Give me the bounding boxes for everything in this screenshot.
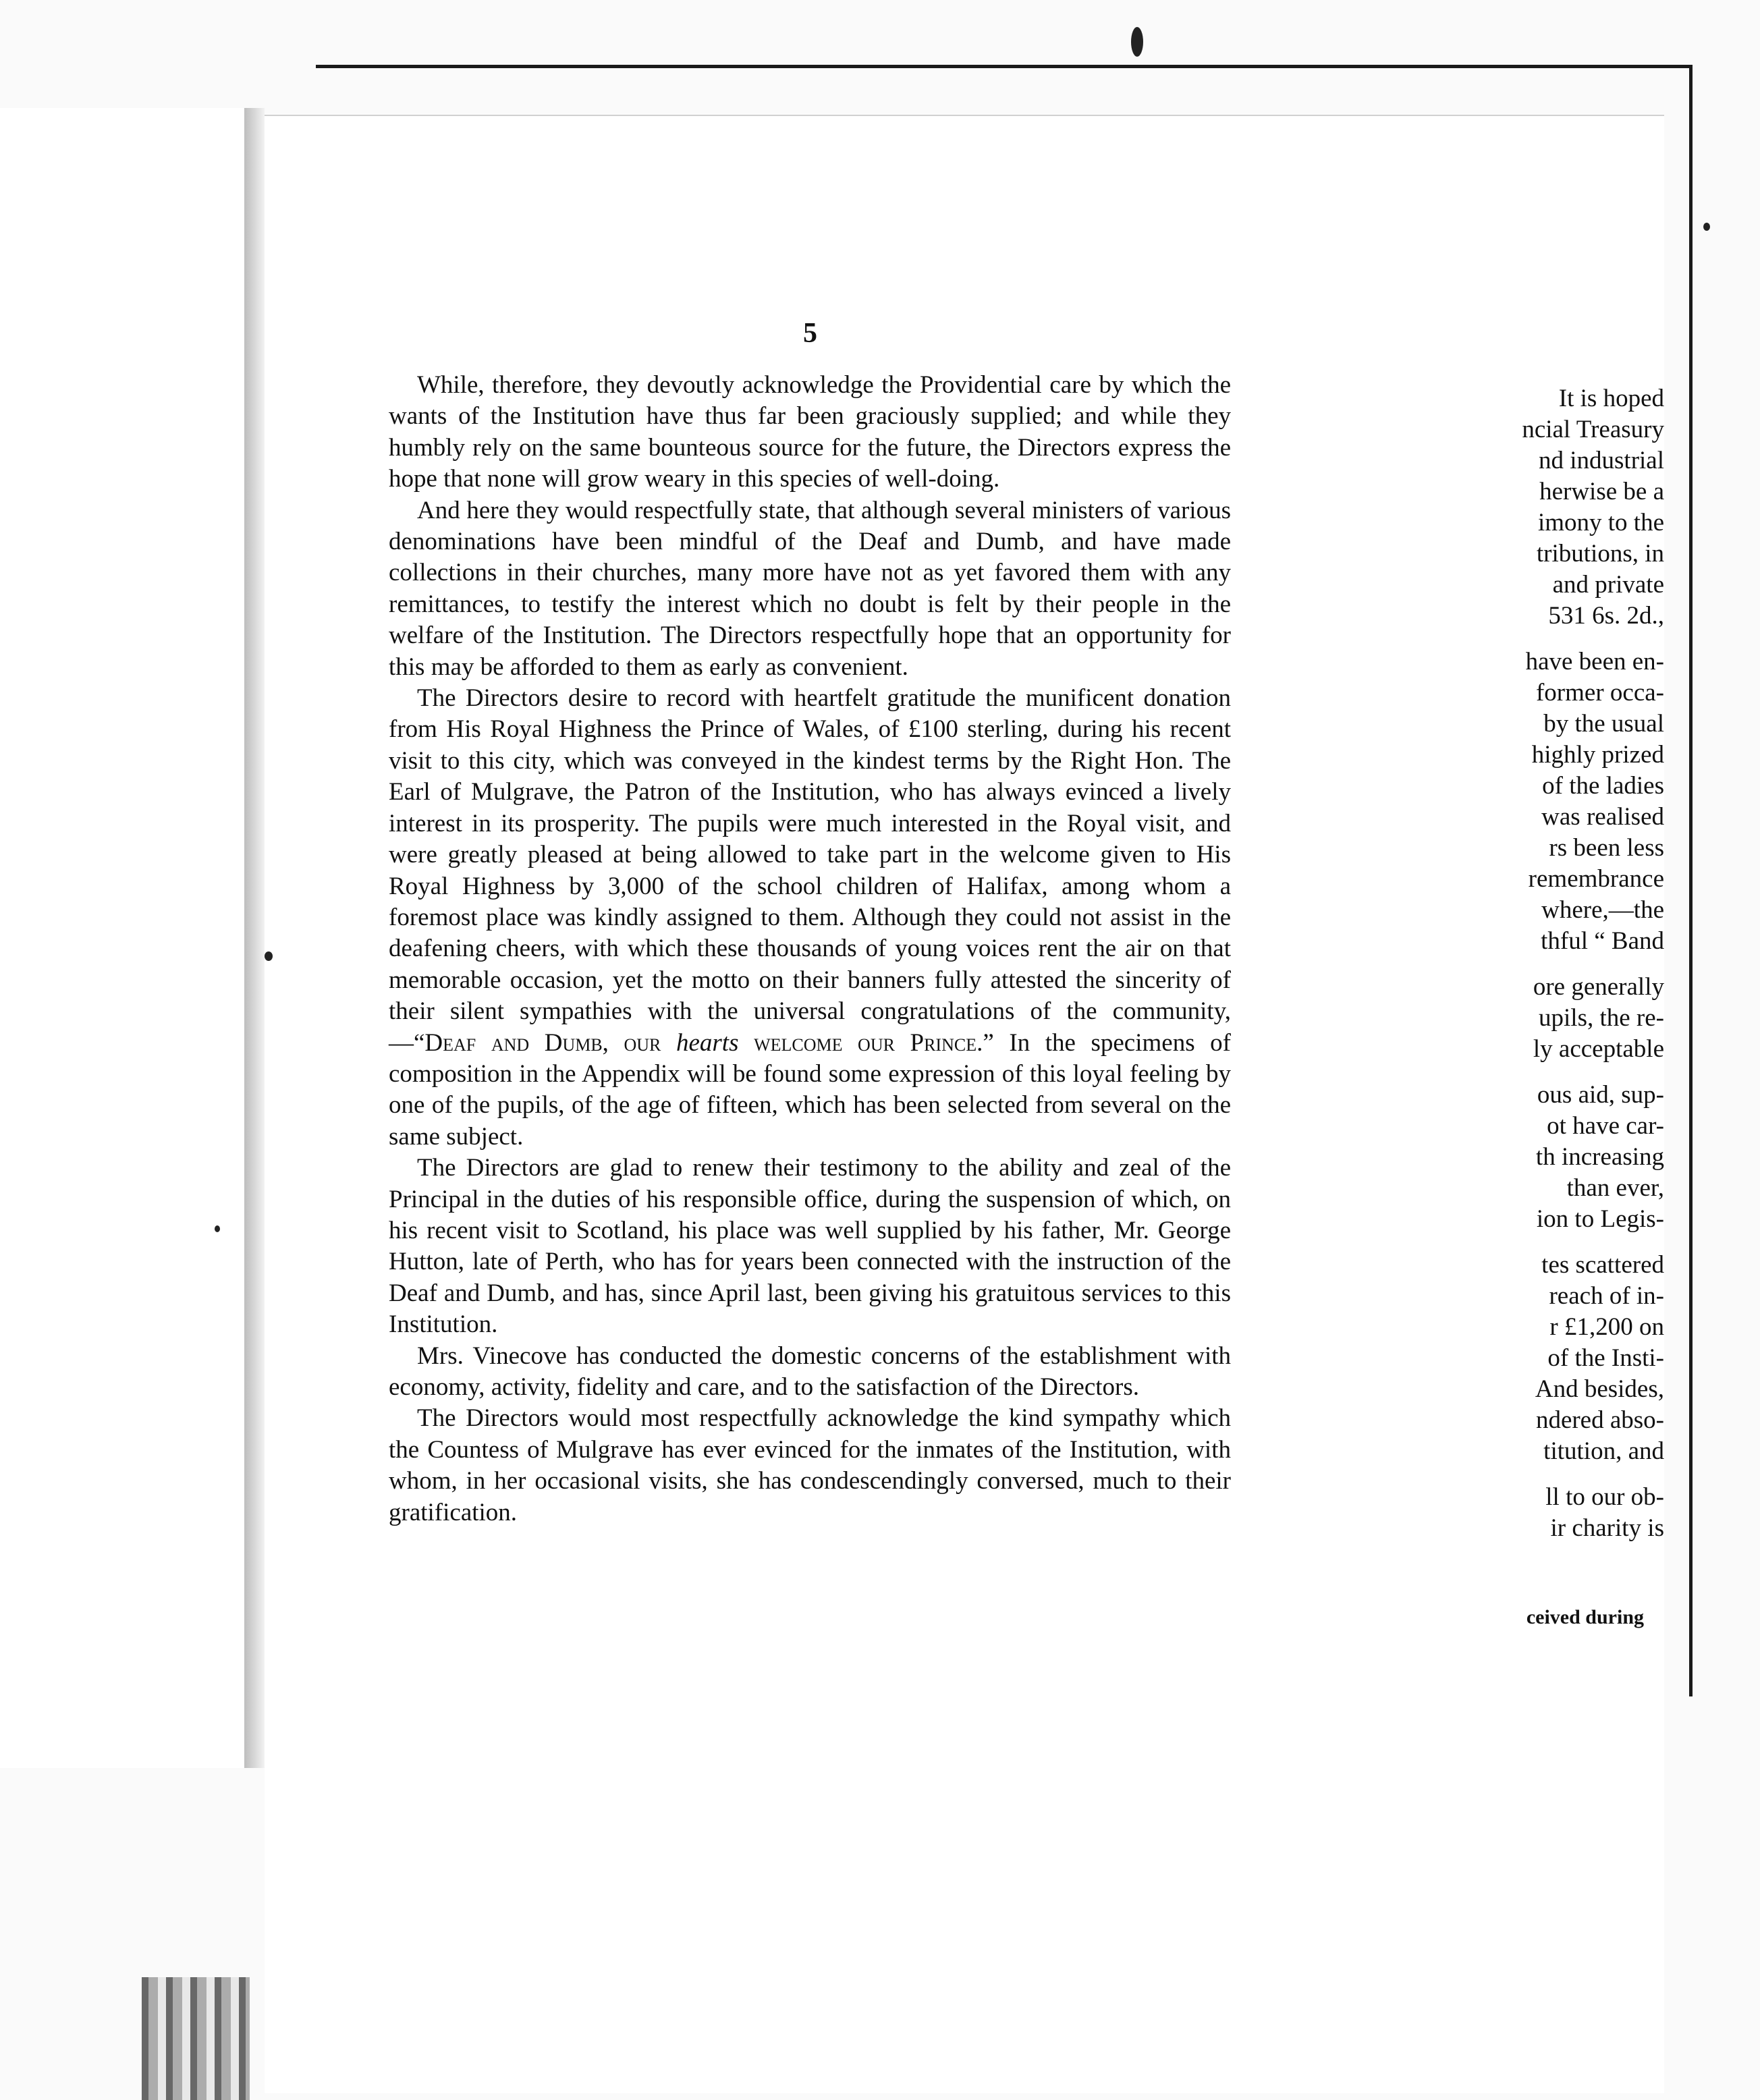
motto-part1: “Deaf and Dumb, our	[414, 1028, 661, 1057]
facing-page-line: imony to the	[1537, 509, 1664, 536]
facing-page-line: 531 6s. 2d.,	[1548, 602, 1664, 630]
facing-page-line: tes scattered	[1541, 1251, 1664, 1279]
scan-speck	[1703, 223, 1710, 231]
facing-page-line: highly prized	[1531, 741, 1664, 769]
facing-page-line: have been en-	[1525, 648, 1664, 675]
scan-speck	[1131, 27, 1143, 57]
body-text	[389, 370, 1231, 1528]
facing-page-line: rs been less	[1549, 834, 1664, 862]
paragraph-providential-care: While, therefore, they devoutly acknowledge the Providential care by which the wants of the Institution have thus far been graciously supplied; and while they humbly rely on the same bounteous source for the future, the Directors express the hope that none will grow weary in this species of well-doing.	[389, 371, 1231, 493]
scan-speck	[265, 951, 273, 961]
facing-page-line: tributions, in	[1536, 540, 1664, 568]
paragraph-vinecove: Mrs. Vinecove has conducted the domestic concerns of the establishment with economy, activity, fidelity and care, and to the satisfaction of the Directors.	[389, 1342, 1231, 1401]
facing-page-footnote: ceived during	[1526, 1606, 1644, 1628]
facing-page-line: th increasing	[1535, 1143, 1664, 1171]
facing-page-line: remembrance	[1528, 865, 1664, 893]
facing-page-line: It is hoped	[1558, 385, 1664, 412]
facing-page-line: former occa-	[1535, 679, 1664, 707]
facing-page-line: And besides,	[1535, 1375, 1664, 1403]
scan-speck	[215, 1225, 220, 1232]
facing-page-line: was realised	[1541, 803, 1664, 831]
facing-page-line: titution, and	[1543, 1437, 1664, 1465]
binding-shadow	[142, 1977, 250, 2100]
facing-page-line: r £1,200 on	[1549, 1313, 1664, 1341]
facing-page-line: ion to Legis-	[1536, 1205, 1664, 1233]
facing-page-line: and private	[1552, 571, 1664, 599]
paragraph-ministers: And here they would respectfully state, that although several ministers of various denominations have been mindful of the Deaf and Dumb, and have made collections in their churches, many more have not as yet favored them with any remittances, to testify the interest which no doubt is felt by their people in the welfare of the Institution. The Directors respectfully hope that an opportunity for this may be afforded to them as early as convenient.	[389, 496, 1231, 681]
paragraph-prince-donation	[389, 683, 1231, 1153]
facing-page-line: ncial Treasury	[1522, 416, 1664, 443]
facing-page-line: than ever,	[1566, 1174, 1664, 1202]
facing-page	[0, 108, 257, 1768]
facing-page-line: where,—the	[1541, 896, 1664, 924]
facing-page-line: ore generally	[1533, 973, 1664, 1001]
facing-page-line: herwise be a	[1539, 478, 1664, 505]
motto-part3: welcome our Prince.”	[754, 1028, 994, 1057]
facing-page-line: ot have car-	[1547, 1112, 1664, 1140]
motto-part2: hearts	[676, 1028, 739, 1057]
facing-page-line: ous aid, sup-	[1537, 1081, 1664, 1109]
facing-page-line: of the ladies	[1542, 772, 1664, 800]
paragraph-principal: The Directors are glad to renew their testimony to the ability and zeal of the Principal in the duties of his responsible office, during the suspension of which, on his recent visit to Scotland, his place was well supplied by his father, Mr. George Hutton, late of Perth, who has for years been connected with the instruction of the Deaf and Dumb, and has, since April last, been giving his gratuitous services to this Institution.	[389, 1154, 1231, 1339]
facing-page-line: nd industrial	[1538, 447, 1664, 474]
paragraph-countess: The Directors would most respectfully acknowledge the kind sympathy which the Countess of Mulgrave has ever evinced for the inmates of the Institution, with whom, in her occasional visits, she has condescendingly conversed, much to their gratification.	[389, 1404, 1231, 1526]
facing-page-line: thful “ Band	[1541, 927, 1664, 955]
facing-page-line: by the usual	[1543, 710, 1664, 738]
facing-page-line: of the Insti-	[1547, 1344, 1664, 1372]
page-number: 5	[803, 318, 817, 349]
facing-page-line: ll to our ob-	[1545, 1483, 1664, 1511]
gutter-shadow	[244, 108, 265, 1768]
facing-page-line: ndered abso-	[1535, 1406, 1664, 1434]
paragraph-prince-text: The Directors desire to record with heartfelt gratitude the munificent donation from His Royal Highness the Prince of Wales, of £100 sterling, during his recent visit to this city, which was conveyed in the kindest terms by the Right Hon. The Earl of Mulgrave, the Patron of the Institution, who has always evinced a lively interest in its prosperity. The pupils were much interested in the Royal visit, and were greatly pleased at being allowed to take part in the welcome given to His Royal Highness by 3,000 of the school children of Halifax, among whom a foremost place was kindly assigned to them. Although they could not assist in the deafening cheers, with which these thousands of young voices rent the air on that memorable occasion, yet the motto on their banners fully attested the sincerity of their silent sympathies with the universal congratulations of the community,—	[389, 684, 1231, 1057]
facing-page-line: reach of in-	[1549, 1282, 1664, 1310]
paragraph-prince-continuation: In the specimens of composition in the Appendix will be found some expression of this loyal feeling by one of the pupils, of the age of fifteen, which has been selected from several on the same subject.	[389, 1028, 1232, 1151]
facing-page-line: upils, the re-	[1539, 1004, 1664, 1032]
facing-page-line: ir charity is	[1550, 1514, 1664, 1542]
facing-page-line: ly acceptable	[1533, 1035, 1664, 1063]
